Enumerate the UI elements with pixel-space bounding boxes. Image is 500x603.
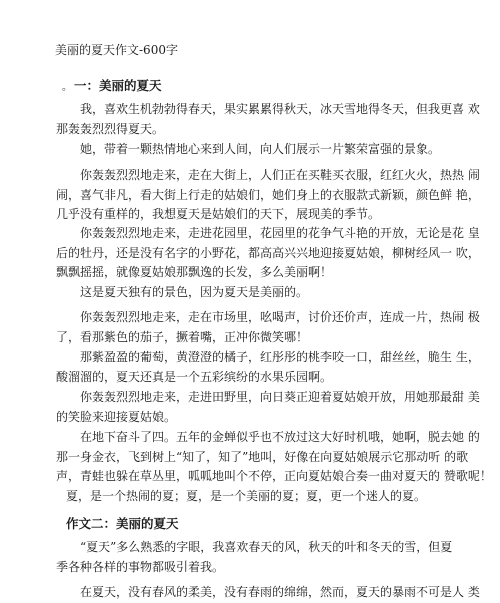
section-heading-text: 一：美丽的夏天 <box>74 78 162 93</box>
paragraph-line: 你轰轰烈烈地走来，走在市场里，吆喝声，讨价还价声，连成一片，热闹 极 <box>80 310 480 324</box>
paragraph-line: 那紫盈盈的葡萄，黄澄澄的橘子，红彤彤的桃李咬一口，甜丝丝，脆生 生， <box>80 350 480 364</box>
paragraph-line: 夏，是一个热闹的夏；夏，是一个美丽的夏；夏，更一个迷人的夏。 <box>66 489 427 503</box>
paragraph-line: 她，带着一颗热情地心来到人间，向人们展示一片繁荣富强的景象。 <box>80 142 441 156</box>
paragraph-line: 在夏天，没有春风的柔美，没有春雨的绵绵，然而，夏天的暴雨不可是人 类 <box>80 585 480 599</box>
paragraph-line: 几乎没有重样的，我想夏天是姑娘们的天下，展现美的季节。 <box>56 207 381 221</box>
paragraph-line: 你轰轰烈烈地走来，走在大街上，人们正在买鞋买衣服，红红火火，热热 闹 <box>80 168 480 182</box>
paragraph <box>56 283 446 303</box>
paragraph <box>56 166 480 225</box>
paragraph-line: 那轰轰烈烈得夏天。 <box>56 121 165 136</box>
paragraph <box>56 100 480 139</box>
paragraph-line: 声，青蛙也躲在草丛里，呱呱地叫个不停，正向夏姑娘合奏一曲对夏天的 赞歌呢！ <box>56 469 492 483</box>
paragraph <box>56 140 446 160</box>
section-marker: 。 <box>62 82 72 93</box>
section-heading-2: 作文二：美丽的夏天 <box>66 516 179 531</box>
paragraph-line: 这是夏天独有的景色，因为夏天是美丽的。 <box>80 285 309 299</box>
paragraph-line: 闹，喜气非凡，看大街上行走的姑娘们，她们身上的衣服款式新颖，颜色鲜 艳， <box>56 187 480 202</box>
paragraph-line: 那一身金衣，飞到树上“知了，知了”地叫，好像在向夏姑娘展示它那动听 的歌 <box>56 449 469 464</box>
paragraph <box>56 388 480 427</box>
paragraph <box>56 583 480 603</box>
paragraph <box>56 308 480 347</box>
paragraph <box>56 428 492 487</box>
document-title: 美丽的夏天作文-600字 <box>55 43 178 57</box>
paragraph-line: 酸溜溜的，夏天还真是一个五彩缤纷的水果乐园啊。 <box>56 369 333 384</box>
paragraph-line: 你轰轰烈烈地走来，走进田野里，向日葵正迎着夏姑娘开放，用她那最甜 美 <box>80 390 480 404</box>
paragraph-line: 的笑脸来迎接夏姑娘。 <box>56 409 177 424</box>
paragraph <box>56 487 446 507</box>
paragraph-line: 我，喜欢生机勃勃得春天，果实累累得秋天，冰天雪地得冬天，但我更喜 欢 <box>80 102 480 116</box>
paragraph-line: 飘飘摇摇，就像夏姑娘那飘逸的长发，多么美丽啊！ <box>56 265 333 279</box>
paragraph <box>56 348 480 387</box>
paragraph-line: 后的牡丹，还是没有名字的小野花，都高高兴兴地迎接夏姑娘，柳树经风一 吹， <box>56 245 480 260</box>
paragraph-line: 季各种各样的事物都吸引着我。 <box>56 559 225 574</box>
paragraph-line: 了，看那紫色的茄子，撅着嘴，正冲你微笑哪！ <box>56 329 309 344</box>
paragraph-line: 在地下奋斗了四。五年的金蝉似乎也不放过这大好时机哦，她啊，脱去她 的 <box>80 430 480 444</box>
paragraph-line: 你轰轰烈烈地走来，走进花园里，花园里的花争气斗艳的开放，无论是花 皇 <box>80 226 480 240</box>
paragraph <box>56 224 480 283</box>
section-heading-1 <box>62 78 162 96</box>
paragraph-line: “夏天”多么熟悉的字眼，我喜欢春天的风，秋天的叶和冬天的雪，但夏 <box>80 540 453 554</box>
paragraph <box>56 538 453 577</box>
